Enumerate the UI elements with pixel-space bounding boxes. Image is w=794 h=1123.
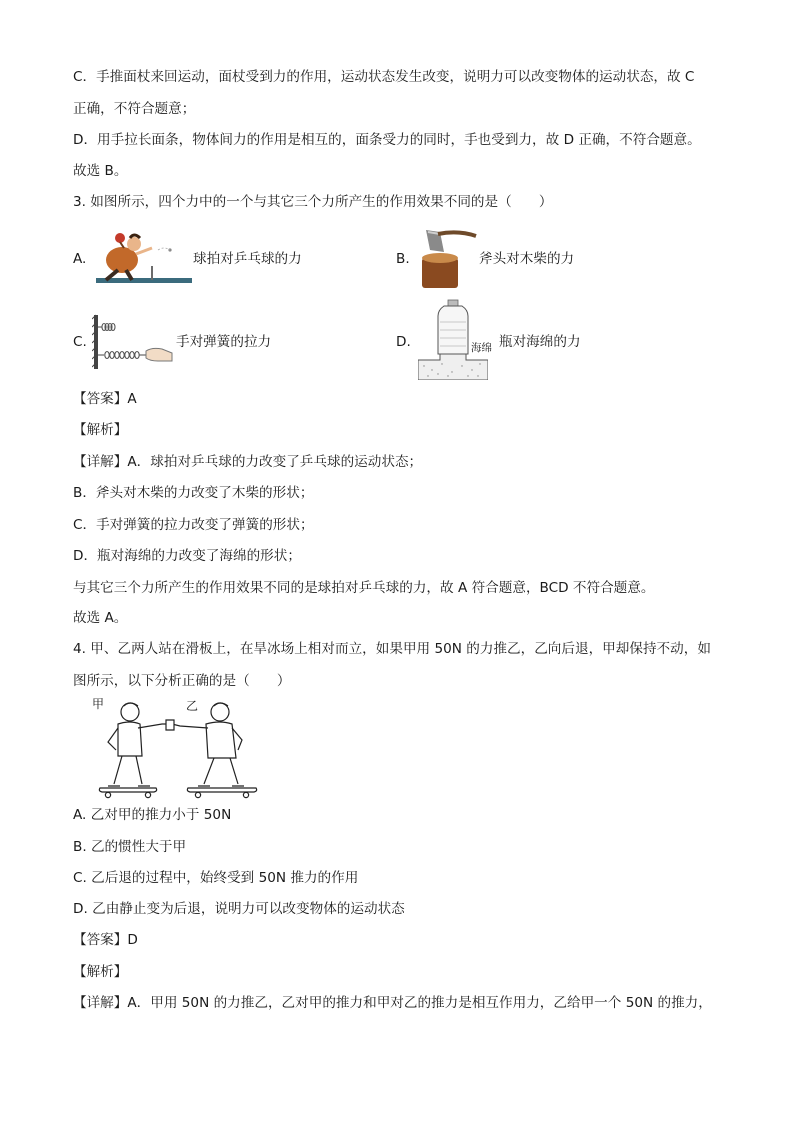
q3-stem: 3. 如图所示，四个力中的一个与其它三个力所产生的作用效果不同的是（ ） xyxy=(73,194,553,210)
q3-analysis-tag: 【解析】 xyxy=(73,422,128,438)
q4-stem-line2: 图所示，以下分析正确的是（ ） xyxy=(73,673,291,689)
q3-option-c-caption: 手对弹簧的拉力 xyxy=(176,334,272,350)
q4-detail-a: 【详解】A．甲用 50N 的力推乙，乙对甲的推力和甲对乙的推力是相互作用力，乙给甲一个 50N 的推力， xyxy=(73,995,712,1011)
q3-option-a-caption: 球拍对乒乓球的力 xyxy=(193,251,302,267)
ping-pong-player-image xyxy=(96,226,192,286)
prev-choose: 故选 B。 xyxy=(73,163,128,179)
q3-choose: 故选 A。 xyxy=(73,610,128,626)
q3-detail-a: 【详解】A．球拍对乒乓球的力改变了乒乓球的运动状态； xyxy=(73,454,423,470)
q3-detail-d: D．瓶对海绵的力改变了海绵的形状； xyxy=(73,548,301,564)
q3-option-c-letter: C. xyxy=(73,334,87,350)
q4-option-c: C. 乙后退的过程中，始终受到 50N 推力的作用 xyxy=(73,870,359,886)
q4-option-d: D. 乙由静止变为后退，说明力可以改变物体的运动状态 xyxy=(73,901,405,917)
q3-option-b-letter: B. xyxy=(396,251,410,267)
q4-label-jia: 甲 xyxy=(92,697,105,711)
q4-label-yi: 乙 xyxy=(186,699,199,713)
q4-option-a: A. 乙对甲的推力小于 50N xyxy=(73,807,232,823)
q3-option-d-caption: 瓶对海绵的力 xyxy=(499,334,581,350)
q3-detail-b: B．斧头对木柴的力改变了木柴的形状； xyxy=(73,485,314,501)
q4-answer: 【答案】D xyxy=(73,932,138,948)
q3-option-d-letter: D. xyxy=(396,334,411,350)
q4-option-b: B. 乙的惯性大于甲 xyxy=(73,839,187,855)
q3-option-b-caption: 斧头对木柴的力 xyxy=(479,251,575,267)
q4-stem-line1: 4. 甲、乙两人站在滑板上，在旱冰场上相对而立，如果甲用 50N 的力推乙，乙向后退，甲却保持不动，如 xyxy=(73,641,711,657)
spring-and-hand-image xyxy=(92,313,174,371)
q3-conclusion: 与其它三个力所产生的作用效果不同的是球拍对乒乓球的力，故 A 符合题意，BCD 不符合题意。 xyxy=(73,580,655,596)
axe-and-wood-image xyxy=(418,226,478,290)
prev-option-d: D．用手拉长面条，物体间力的作用是相互的，面条受力的同时，手也受到力，故 D 正确，不符合题意。 xyxy=(73,132,701,148)
prev-option-c-line2: 正确，不符合题意； xyxy=(73,101,196,117)
q3-option-a-letter: A. xyxy=(73,251,87,267)
q3-detail-c: C．手对弹簧的拉力改变了弹簧的形状； xyxy=(73,517,314,533)
prev-option-c-line1: C．手推面杖来回运动，面杖受到力的作用，运动状态发生改变，说明力可以改变物体的运动状态，故 C xyxy=(73,69,695,85)
q3-option-d-sponge-label: 海绵 xyxy=(471,342,492,354)
q3-answer: 【答案】A xyxy=(73,391,137,407)
skateboard-push-image xyxy=(72,700,262,800)
q4-analysis-tag: 【解析】 xyxy=(73,964,128,980)
